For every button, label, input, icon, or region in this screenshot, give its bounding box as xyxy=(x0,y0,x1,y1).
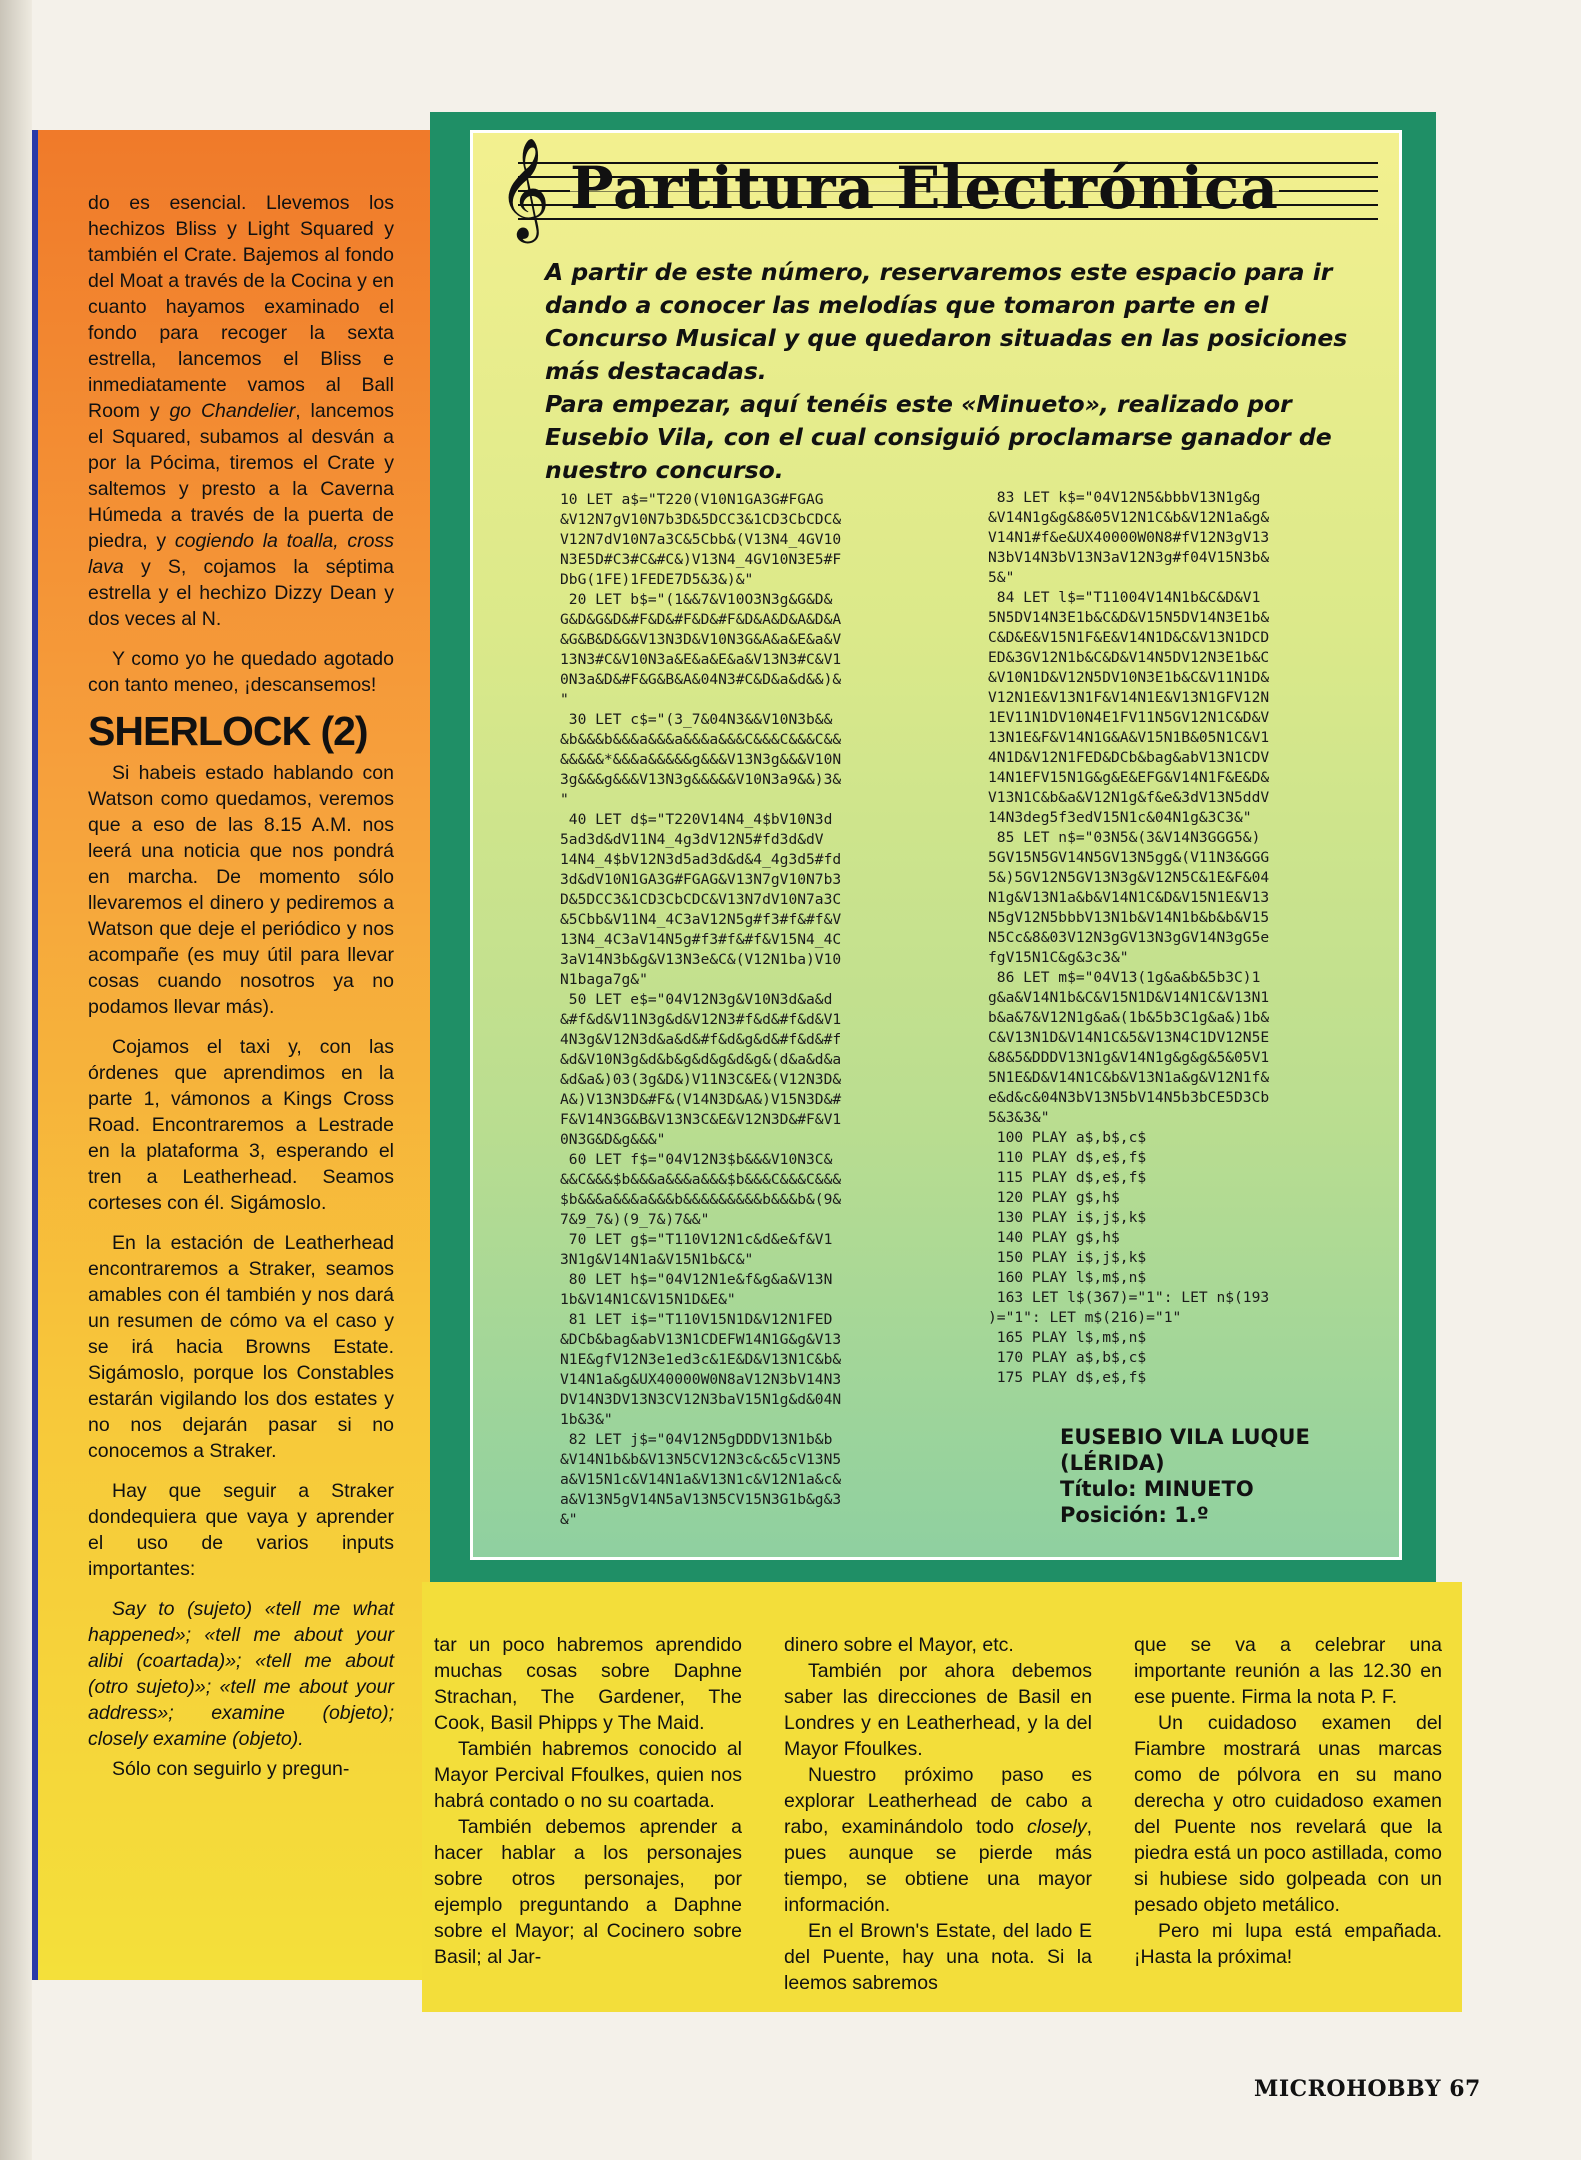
page-bottom-margin xyxy=(32,1982,430,2152)
paragraph: Y como yo he quedado agotado con tanto meneo, ¡descansemos! xyxy=(88,648,394,696)
paragraph: En la estación de Leatherhead encontraremos a Straker, seamos amables con él también y nos dará un resumen de cómo va el caso y se irá hacia Browns Estate. Sigámoslo, porque los Constables estarán vigilando los dos estates y no nos dejarán pasar si no conocemos a Straker. xyxy=(88,1232,394,1462)
bottom-column-2 xyxy=(784,1632,1092,1996)
treble-clef-icon: 𝄞 xyxy=(498,136,551,239)
author-place: (LÉRIDA) xyxy=(1060,1451,1165,1475)
contest-position: Posición: 1.º xyxy=(1060,1503,1209,1527)
basic-listing-right: 83 LET k$="04V12N5&bbbV13N1g&g &V14N1g&g&8&05V12N1C&b&V12N1a&g& V14N1#f&e&UX40000W0N8#fV12N3gV13 N3bV14N3bV13N3aV12N3g#f04V15N3b& 5&" 84 LET l$="T11004V14N1b&C&D&V1 5N5DV14N3E1b&C&D&V15N5DV14N3E1b& C&D&E&V15N1F&E&V14N1D&C&V13N1DCD ED&3GV12N1b&C&D&V14N5DV12N3E1b&C &V10N1D&V12N5DV10N3E1b&C&V11N1D& V12N1E&V13N1F&V14N1E&V13N1GFV12N 1EV11N1DV10N4E1FV11N5GV12N1C&D&V 13N1E&F&V14N1G&A&V15N1B&05N1C&V1 4N1D&V12N1FED&DCb&bag&abV13N1CDV 14N1EFV15N1G&g&E&EFG&V14N1F&E&D& V13N1C&b&a&V12N1g&f&e&3dV13N5ddV 14N3deg5f3edV15N1c&04N1g&3C3&" 85 LET n$="03N5&(3&V14N3GGG5&) 5GV15N5GV14N5GV13N5gg&(V11N3&GGG 5&)5GV12N5GV13N3g&V12N5C&1E&F&04 N1g&V13N1a&b&V14N1C&D&V15N1E&V13 N5gV12N5bbbV13N1b&V14N1b&b&b&V15 N5Cc&8&03V12N3gGV13N3gGV14N3gG5e fgV15N1C&g&3c3&" 86 LET m$="04V13(1g&a&b&5b3C)1 g&a&V14N1b&C&V15N1D&V14N1C&V13N1 b&a&7&V12N1g&a&(1b&5b3C1g&a&)1b& C&V13N1D&V14N1C&5&V13N4C1DV12N5E &8&5&DDDV13N1g&V14N1g&g&g&5&05V1 5N1E&D&V14N1C&b&V13N1a&g&V12N1f& e&d&c&04N3bV13N5bV14N5b3bCE5D3Cb 5&3&3&" 100 PLAY a$,b$,c$ 110 PLAY d$,e$,f$ 115 PLAY d$,e$,f$ 120 PLAY g$,h$ 130 PLAY i$,j$,k$ 140 PLAY g$,h$ 150 PLAY i$,j$,k$ 160 PLAY l$,m$,n$ 163 LET l$(367)="1": LET n$(193 )="1": LET m$(216)="1" 165 PLAY l$,m$,n$ 170 PLAY a$,b$,c$ 175 PLAY d$,e$,f$ xyxy=(988,489,1270,1386)
left-article-column xyxy=(88,190,394,1796)
song-title: Título: MINUETO xyxy=(1060,1477,1254,1501)
paragraph: También por ahora debemos saber las direcciones de Basil en Londres y en Leatherhead, y la del Mayor Ffoulkes. xyxy=(784,1660,1092,1760)
intro-paragraph: Para empezar, aquí tenéis este «Minueto», realizado por Eusebio Vila, con el cual consiguió proclamarse ganador de nuestro concurso. xyxy=(545,390,1332,484)
bottom-column-1 xyxy=(434,1632,742,1970)
paragraph: que se va a celebrar una importante reunión a las 12.30 en ese puente. Firma la nota P. F. xyxy=(1134,1634,1442,1708)
paragraph: tar un poco habremos aprendido muchas cosas sobre Daphne Strachan, The Gardener, The Cook, Basil Phipps y The Maid. xyxy=(434,1634,742,1734)
basic-listing-left: 10 LET a$="T220(V10N1GA3G#FGAG &V12N7gV10N7b3D&5DCC3&1CD3CbCDC& V12N7dV10N7a3C&5Cbb&(V13N4_4GV10 N3E5D#C3#C&#C&)V13N4_4GV10N3E5#F DbG(1FE)1FEDE7D5&3&)&" 20 LET b$="(1&&7&V10O3N3g&G&D& G&D&G&D&#F&D&#F&D&#F&D&A&D&A&D&A &G&B&D&G&V13N3D&V10N3G&A&a&E&a&V 13N3#C&V10N3a&E&a&E&a&V13N3#C&V1 0N3a&D&#F&G&B&A&04N3#C&D&a&d&&)& " 30 LET c$="(3_7&04N3&&V10N3b&& &b&&&b&&&a&&&a&&&a&&&C&&&C&&&C&& &&&&&*&&&a&&&&&g&&&V13N3g&&&V10N 3g&&&g&&&V13N3g&&&&&V10N3a9&&)3& " 40 LET d$="T220V14N4_4$bV10N3d 5ad3d&dV11N4_4g3dV12N5#fd3d&dV 14N4_4$bV12N3d5ad3d&d&4_4g3d5#fd 3d&dV10N1GA3G#FGAG&V13N7gV10N7b3 D&5DCC3&1CD3CbCDC&V13N7dV10N7a3C &5Cbb&V11N4_4C3aV12N5g#f3#f&#f&V 13N4_4C3aV14N5g#f3#f&#f&V15N4_4C 3aV14N3b&g&V13N3e&C&(V12N1ba)V10 N1baga7g&" 50 LET e$="04V12N3g&V10N3d&a&d &#f&d&V11N3g&d&V12N3#f&d&#f&d&V1 4N3g&V12N3d&a&d&#f&d&g&d&#f&d&#f &d&V10N3g&d&b&g&d&g&d&g&(d&a&d&a &d&a&)03(3g&D&)V11N3C&E&(V12N3D& A&)V13N3D&#F&(V14N3D&A&)V15N3D&# F&V14N3G&B&V13N3C&E&V12N3D&#F&V1 0N3G&D&g&&&" 60 LET f$="04V12N3$b&&&V10N3C& &&C&&&$b&&&a&&&a&&&$b&&&C&&&C&&& $b&&&a&&&a&&&b&&&&&&&&&b&&&b&(9& 7&9_7&)(9_7&)7&&" 70 LET g$="T110V12N1c&d&e&f&V1 3N1g&V14N1a&V15N1b&C&" 80 LET h$="04V12N1e&f&g&a&V13N 1b&V14N1C&V15N1D&E&" 81 LET i$="T110V15N1D&V12N1FED &DCb&bag&abV13N1CDEFW14N1G&g&V13 N1E&gfV12N3e1ed3c&1E&D&V13N1C&b& V14N1a&g&UX40000W0N8aV12N3bV14N3 DV14N3DV13N3CV12N3baV15N1g&d&04N 1b&3&" 82 LET j$="04V12N5gDDDV13N1b&b &V14N1b&b&V13N5CV12N3c&c&5cV13N5 a&V15N1c&V14N1a&V13N1c&V12N1a&c& a&V13N5gV14N5aV13N5CV15N3G1b&g&3 &" xyxy=(560,491,842,1528)
page-footer: MICROHOBBY 67 xyxy=(1254,2076,1481,2102)
paragraph: Un cuidadoso examen del Fiambre mostrará unas marcas como de pólvora en su mano derecha y otro cuidadoso examen del Puente nos revelará que la piedra está un poco astillada, como si hubiese sido golpeada con un pesado objeto metálico. xyxy=(1134,1712,1442,1916)
box-title-text: Partitura Electrónica xyxy=(570,154,1279,222)
paragraph: Nuestro próximo paso es explorar Leatherhead de cabo a rabo, examinándolo todo closely, pues aunque se pierde más tiempo, se obtiene una mayor información. xyxy=(784,1764,1092,1916)
paragraph: Sólo con seguirlo y pregun- xyxy=(112,1758,350,1780)
left-blue-rule xyxy=(32,130,38,1980)
paragraph: do es esencial. Llevemos los hechizos Bliss y Light Squared y también el Crate. Bajemos al fondo del Moat a través de la Cocina y en cuanto hayamos examinado el fondo para recoger la sexta estrella, lancemos el Bliss e inmediatamente vamos al Ball Room y go Chandelier, lancemos el Squared, subamos al desván a por la Pócima, tiremos el Crate y saltemos y presto a la Caverna Húmeda a través de la puerta de piedra, y cogiendo la toalla, cross lava y S, cojamos la séptima estrella y el hechizo Dizzy Dean y dos veces al N. xyxy=(88,192,394,630)
box-intro xyxy=(545,256,1387,487)
paragraph: Si habeis estado hablando con Watson como quedamos, veremos que a eso de las 8.15 A.M. nos leerá una noticia que nos pondrá en marcha. De momento sólo llevaremos el dinero y pediremos a Watson que deje el periódico y nos acompañe (es muy útil para llevar cosas cuando nosotros ya no podamos llevar más). xyxy=(88,762,394,1018)
box-title xyxy=(498,136,1378,239)
paragraph: En el Brown's Estate, del lado E del Puente, hay una nota. Si la leemos sabremos xyxy=(784,1920,1092,1994)
paragraph: Cojamos el taxi y, con las órdenes que aprendimos en la parte 1, vámonos a Kings Cross Road. Encontraremos a Lestrade en la plataforma 3, esperando el tren a Leatherhead. Seamos corteses con él. Sigámoslo. xyxy=(88,1036,394,1214)
paragraph: También habremos conocido al Mayor Percival Ffoulkes, quien nos habrá contado o no su coartada. xyxy=(434,1738,742,1812)
page-binding-edge xyxy=(0,0,32,2160)
paragraph: También debemos aprender a hacer hablar a los personajes sobre otros personajes, por ejemplo preguntando a Daphne sobre el Mayor; al Cocinero sobre Basil; al Jar- xyxy=(434,1816,742,1968)
bottom-column-3 xyxy=(1134,1632,1442,1970)
author-signature xyxy=(1060,1424,1310,1528)
section-heading: SHERLOCK (2) xyxy=(88,708,368,754)
paragraph: Pero mi lupa está empañada. ¡Hasta la próxima! xyxy=(1134,1920,1442,1968)
paragraph: Hay que seguir a Straker dondequiera que vaya y aprender el uso de varios inputs importantes: xyxy=(88,1480,394,1580)
paragraph: Say to (sujeto) «tell me what happened»; «tell me about your alibi (coartada)»; «tell me about (otro sujeto)»; «tell me about your address»; examine (objeto); closely examine (objeto). xyxy=(88,1598,394,1750)
author-name: EUSEBIO VILA LUQUE xyxy=(1060,1425,1310,1449)
intro-paragraph: A partir de este número, reservaremos este espacio para ir dando a conocer las melodías que tomaron parte en el Concurso Musical y que quedaron situadas en las posiciones más destacadas. xyxy=(545,258,1348,385)
paragraph: dinero sobre el Mayor, etc. xyxy=(784,1634,1014,1656)
